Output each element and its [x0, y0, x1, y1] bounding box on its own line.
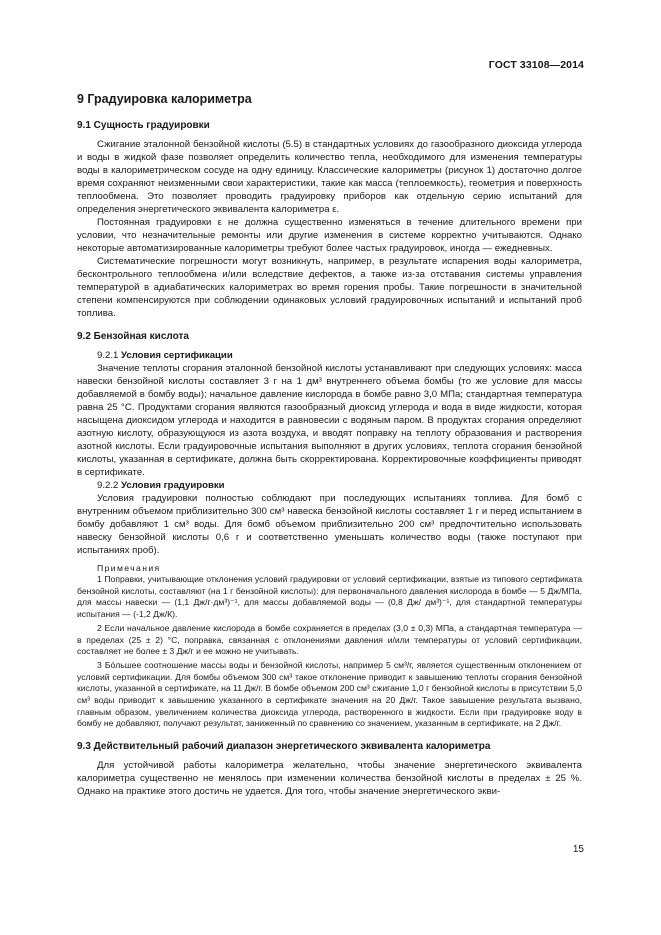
- note-3: 3 Бо́льшее соотношение массы воды и бензойной кислоты, например 5 см³/г, является существенным отклонением от условий сертификации. Для бомбы объемом 300 см³ такое отклонение приводит к завышению теплоты сгорания бензойной кислоты, указанной в сертификате, на 11 Дж/г. В бомбе объемом 200 см³ сжигание 1,0 г бензойной кислоты в присутствии 5,0 см³ воды приводит к завышению указанного в сертификате значения на 20 Дж/г. Такое завышение результата вызвано, главным образом, увеличением количества диоксида углерода, растворенного в жидкости. Если при градуировке воду в бомбу не добавляют, получают результат, заниженный по сравнению со значением, указанным в сертификате, на 2 Дж/г.: [77, 659, 582, 729]
- section-9-2-2-heading: [77, 479, 582, 492]
- standard-designation: ГОСТ 33108—2014: [488, 59, 584, 71]
- section-9-1-paragraph-1: Сжигание эталонной бензойной кислоты (5.5) в стандартных условиях до газообразного диоксида углерода и воды в жидкой фазе позволяет определить количество тепла, необходимого для изменения температуры воды в калориметрическом сосуде на одну единицу. Классические калориметры (рисунок 1) достаточно долгое время сохраняют неизменными свои характеристики, такие как масса (теплоемкость), геометрия и поверхность теплообмена. Это позволяет проводить градуировку приборов как отдельную серию испытаний для определения энергетического эквивалента калориметра ε.: [77, 139, 582, 215]
- page-number: 15: [572, 844, 584, 855]
- section-9-2-2-number: 9.2.2: [97, 480, 119, 491]
- section-9-2-1-number: 9.2.1: [97, 350, 119, 361]
- section-9-2-1-title: Условия сертификации: [121, 350, 233, 361]
- section-9-2-1-paragraph: Значение теплоты сгорания эталонной бензойной кислоты устанавливают при следующих условиях: масса навески бензойной кислоты составляет 3 г на 1 дм³ внутреннего объема бомбы (то же условие для массы добавляемой в бомбу воды); начальное давление кислорода в бомбе равно 3,0 МПа; стандартная температура равна 25 °С. Продуктами сгорания являются газообразный диоксид углерода и вода в виде жидкости, которая насыщена диоксидом углерода и находится в равновесии с водяным паром. В продуктах сгорания определяют азотную кислоту, образующуюся из азота воздуха, и вводят поправку на теплоту образования и растворения азотной кислоты. Если градуировочные испытания выполняют в других условиях, теплота сгорания бензойной кислоты, указанная в сертификате, должна быть скорректирована. Корректировочные коэффициенты приводят в сертификате.: [77, 363, 582, 478]
- section-9-1-paragraph-2: Постоянная градуировки ε не должна существенно изменяться в течение длительного времени при условии, что незначительные ремонты или другие изменения в системе корректно учитываются. Однако некоторые автоматизированные калориметры требуют более частых градуировок, иногда — ежедневных.: [77, 217, 582, 254]
- notes-title: Примечания: [97, 563, 161, 573]
- section-9-1-title: 9.1 Сущность градуировки: [77, 120, 210, 131]
- page-content: [77, 92, 582, 798]
- section-9-2-title: 9.2 Бензойная кислота: [77, 331, 189, 342]
- section-9-3-title: 9.3 Действительный рабочий диапазон энергетического эквивалента калориметра: [77, 741, 491, 753]
- section-9-2-2-paragraph: Условия градуировки полностью соблюдают при последующих испытаниях топлива. Для бомб с внутренним объемом приблизительно 300 см³ навеска бензойной кислоты составляет 1 г и перед испытанием в бомбу добавляют 1 см³ воды. Для бомб объемом приблизительно 200 см³ предпочтительно использовать навеску бензойной кислоты 0,6 г и соответственно уменьшать количество воды (также поступают при испытаниях проб).: [77, 493, 582, 556]
- section-9-1-paragraph-3: Систематические погрешности могут возникнуть, например, в результате испарения воды калориметра, бесконтрольного теплообмена и/или вследствие дефектов, а также из-за отставания системы управления температурой в адиабатических калориметрах во время горения пробы. Такие погрешности в значительной степени компенсируются при соблюдении одинаковых условий градуировочных испытаний и испытаний проб топлива.: [77, 256, 582, 319]
- section-9-2-1-heading: [77, 349, 582, 362]
- section-9-title: 9 Градуировка калориметра: [77, 92, 252, 106]
- note-1: 1 Поправки, учитывающие отклонения условий градуировки от условий сертификации, взятые из типового сертификата бензойной кислоты, составляют (на 1 г бензойной кислоты): для первоначального давления кислорода в бомбе — 5 Дж/МПа, для массы навески — (1,1 Дж/г·дм³)⁻¹, для массы добавляемой воды — (0,8 Дж/ дм³)⁻¹, для стандартной температуры испытания — (-1,2 Дж/К).: [77, 574, 582, 620]
- section-9-2-2-title: Условия градуировки: [121, 480, 225, 491]
- section-9-3-paragraph: Для устойчивой работы калориметра желательно, чтобы значение энергетического эквивалента калориметра существенно не менялось при изменении количества бензойной кислоты в пределах ± 25 %. Однако на практике этого достичь не удается. Для того, чтобы значение энергетического экви-: [77, 760, 582, 798]
- note-2: 2 Если начальное давление кислорода в бомбе сохраняется в пределах (3,0 ± 0,3) МПа, а стандартная температура — в пределах (25 ± 2) °С, поправка, связанная с отклонениями давления и/или температуры от условий сертификации, составляет не более ± 3 Дж/г и ее можно не учитывать.: [77, 622, 582, 657]
